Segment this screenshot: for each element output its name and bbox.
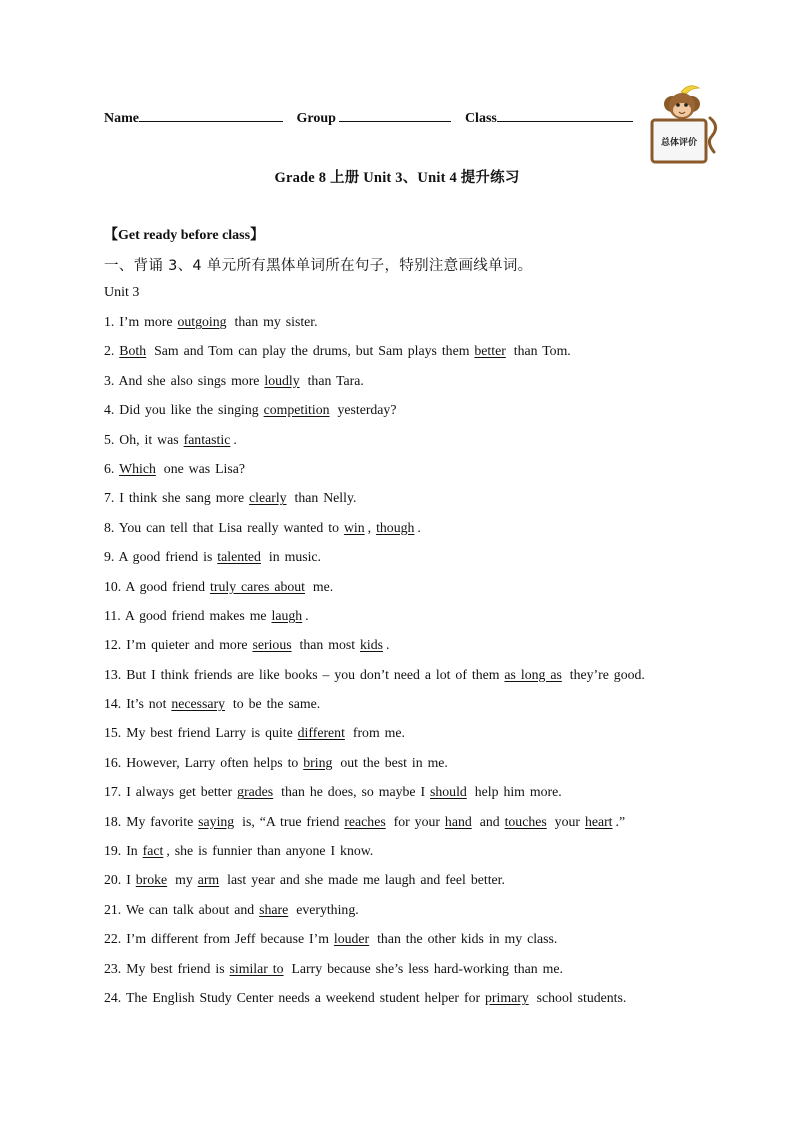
underlined-word: Both (119, 343, 147, 359)
sentence-text: me. (307, 578, 334, 594)
sentence-item (104, 989, 714, 1018)
sentence-text: in music. (263, 549, 321, 565)
sentence-text: 11. A good friend makes me (104, 607, 272, 623)
sentence-item (104, 930, 714, 959)
sentence-text: 24. The English Study Center needs a weekend student helper for (104, 989, 486, 1005)
sentence-item (104, 548, 714, 577)
sentence-item (104, 695, 714, 724)
sentence-item (104, 313, 714, 342)
sentence-text: school students. (531, 989, 627, 1005)
sentence-item (104, 489, 714, 518)
sentence-text: 20. I (104, 872, 136, 888)
underlined-word: primary (485, 989, 529, 1005)
sentence-text: 16. However, Larry often helps to (104, 754, 304, 770)
underlined-word: competition (263, 402, 330, 418)
sentence-item (104, 871, 714, 900)
underlined-word: loudly (264, 372, 300, 388)
sentence-text: one was Lisa? (158, 460, 245, 476)
sentence-text: than Tara. (302, 372, 364, 388)
underlined-word: arm (197, 872, 220, 888)
sentence-text: and (474, 813, 505, 829)
sentence-item (104, 372, 714, 401)
sentence-text: Sam and Tom can play the drums, but Sam plays them (149, 343, 475, 359)
sentence-item (104, 960, 714, 989)
sentence-item (104, 754, 714, 783)
underlined-word: win (343, 519, 365, 535)
underlined-word: laugh (271, 607, 303, 623)
underlined-word: though (376, 519, 415, 535)
sentence-text: from me. (347, 725, 405, 741)
group-label: Group (296, 111, 336, 126)
sentence-text: . (233, 431, 237, 447)
sentence-text: your (549, 813, 585, 829)
student-info-row (104, 108, 644, 128)
underlined-word: talented (217, 549, 261, 565)
class-field[interactable] (465, 108, 633, 127)
sentence-text: 18. My favorite (104, 813, 199, 829)
sentence-text: 3. And she also sings more (104, 372, 265, 388)
sentence-text: 15. My best friend Larry is quite (104, 725, 298, 741)
sentence-text: everything. (291, 901, 359, 917)
sentence-text: to be the same. (227, 696, 321, 712)
underlined-word: outgoing (177, 314, 227, 329)
sentence-text: than he does, so maybe I (276, 784, 430, 800)
page-title: Grade 8 上册 Unit 3、Unit 4 提升练习 (274, 170, 520, 186)
sentence-text: , she is funnier than anyone I know. (166, 843, 374, 859)
sentence-text: 2. (104, 343, 120, 359)
unit-label: Unit 3 (104, 285, 140, 300)
sentence-list (104, 313, 714, 1018)
sentence-text: 22. I’m different from Jeff because I’m (104, 931, 334, 947)
sentence-text: my (170, 872, 198, 888)
underlined-word: serious (252, 637, 292, 653)
sentence-text: than the other kids in my class. (372, 931, 558, 947)
sentence-text: 4. Did you like the singing (104, 402, 264, 418)
underlined-word: truly cares about (210, 578, 305, 594)
underlined-word: touches (504, 813, 547, 829)
underlined-word: saying (198, 813, 235, 829)
group-blank[interactable] (339, 108, 451, 122)
sentence-text: than my sister. (229, 314, 318, 329)
sentence-item (104, 431, 714, 460)
sentence-text: last year and she made me laugh and feel better. (222, 872, 505, 888)
name-blank[interactable] (139, 108, 283, 122)
sentence-text: than Nelly. (289, 490, 357, 506)
sentence-text: 19. In (104, 843, 143, 859)
underlined-word: heart (584, 813, 613, 829)
underlined-word: hand (444, 813, 472, 829)
underlined-word: clearly (249, 490, 287, 506)
sentence-text: is, “A true friend (237, 813, 345, 829)
sentence-text: yesterday? (332, 402, 397, 418)
sentence-item (104, 783, 714, 812)
sentence-text: 9. A good friend is (104, 549, 218, 565)
underlined-word: broke (135, 872, 168, 888)
sentence-text: out the best in me. (335, 754, 448, 770)
sentence-text: . (417, 519, 421, 535)
underlined-word: different (297, 725, 345, 741)
underlined-word: necessary (171, 696, 225, 712)
underlined-word: grades (237, 784, 274, 800)
sentence-text: 1. I’m more (104, 314, 178, 329)
sentence-text: 23. My best friend is (104, 960, 230, 976)
sentence-item (104, 901, 714, 930)
name-field[interactable] (104, 108, 283, 127)
badge-label: 总体评价 (660, 138, 698, 148)
underlined-word: kids (360, 637, 384, 653)
underlined-word: better (474, 343, 506, 359)
name-label: Name (104, 111, 139, 126)
sentence-text: 13. But I think friends are like books – you don’t need a lot of them (104, 666, 505, 682)
sentence-text: . (386, 637, 390, 653)
sentence-text: 17. I always get better (104, 784, 238, 800)
underlined-word: louder (333, 931, 370, 947)
underlined-word: bring (303, 754, 333, 770)
sentence-text: 6. (104, 460, 120, 476)
group-field[interactable] (297, 108, 452, 127)
underlined-word: should (430, 784, 467, 800)
sentence-item (104, 460, 714, 489)
sentence-item (104, 724, 714, 753)
sentence-item (104, 813, 714, 842)
sentence-text: than Tom. (508, 343, 571, 359)
monkey-evaluation-badge-icon (644, 82, 722, 166)
sentence-text: 5. Oh, it was (104, 431, 184, 447)
sentence-item (104, 636, 714, 665)
class-label: Class (464, 111, 497, 126)
underlined-word: reaches (344, 813, 386, 829)
instruction-text: 一、背诵 3、4 单元所有黑体单词所在句子，特别注意画线单词。 (104, 258, 533, 274)
sentence-item (104, 342, 714, 371)
sentence-text: , (367, 519, 377, 535)
underlined-word: fantastic (183, 431, 231, 447)
sentence-text: 12. I’m quieter and more (104, 637, 253, 653)
sentence-text: Larry because she’s less hard-working than me. (286, 960, 563, 976)
sentence-item (104, 401, 714, 430)
sentence-text: help him more. (469, 784, 562, 800)
underlined-word: fact (142, 843, 164, 859)
class-blank[interactable] (497, 108, 633, 122)
underlined-word: share (259, 901, 289, 917)
sentence-item (104, 578, 714, 607)
sentence-text: than most (294, 637, 361, 653)
sentence-text: . (305, 607, 309, 623)
sentence-text: they’re good. (564, 666, 645, 682)
sentence-text: 8. You can tell that Lisa really wanted to (104, 519, 344, 535)
sentence-text: 14. It’s not (104, 696, 172, 712)
sentence-text: .” (615, 813, 626, 829)
sentence-text: 7. I think she sang more (104, 490, 250, 506)
sentence-item (104, 519, 714, 548)
sentence-item (104, 842, 714, 871)
section-heading: 【Get ready before class】 (104, 228, 265, 243)
sentence-text: 21. We can talk about and (104, 901, 260, 917)
underlined-word: as long as (504, 666, 562, 682)
underlined-word: similar to (229, 960, 284, 976)
underlined-word: Which (119, 460, 156, 476)
sentence-item (104, 666, 714, 695)
sentence-text: 10. A good friend (104, 578, 211, 594)
sentence-text: for your (388, 813, 445, 829)
sentence-item (104, 607, 714, 636)
